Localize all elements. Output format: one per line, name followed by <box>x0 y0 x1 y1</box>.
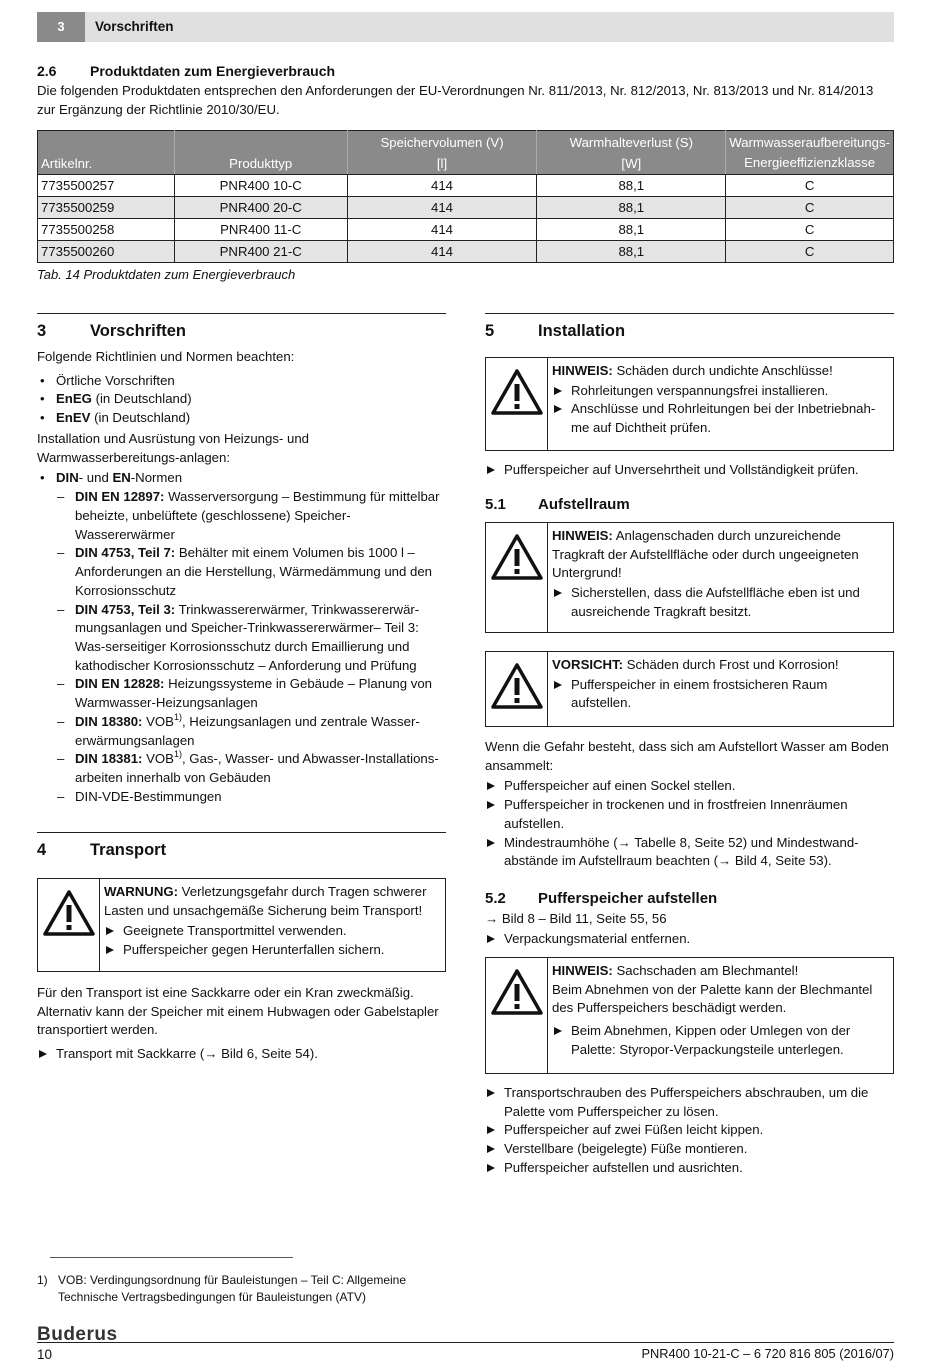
warning-triangle-icon <box>486 652 548 726</box>
warning-triangle-icon <box>486 358 548 450</box>
notice-text: HINWEIS: Sachschaden am Blechmantel! <box>552 963 799 978</box>
list-item: Geeignete Transportmittel verwenden. <box>104 922 439 941</box>
table-row: 7735500259 PNR400 20-C 414 88,1 C <box>38 197 894 219</box>
table-caption: Tab. 14 Produktdaten zum Energieverbrauch <box>37 267 296 282</box>
table-header-cell: Warmhalteverlust (S) <box>537 131 726 153</box>
list-item: Pufferspeicher in einem frostsicheren Raum aufstellen. <box>552 676 887 713</box>
caution-box <box>485 651 894 727</box>
notice-box <box>485 522 894 633</box>
norm-list <box>37 488 446 806</box>
list-item: – DIN 4753, Teil 3: Trinkwassererwärmer, Trinkwassererwär-mungsanlagen und Speicher-Trinkwassererwärmer– Teil 3: Was-serseitiger Korrosionsschutz durch Emaillierung und kathodischer Korrosionsschutz – Anforderung und Prüfung <box>37 601 446 676</box>
list-item: Pufferspeicher auf einen Sockel stellen. <box>485 777 894 796</box>
chapter-number: 3 <box>37 12 85 42</box>
list-item: Transportschrauben des Pufferspeichers abschrauben, um die Palette vom Pufferspeicher zu lösen. <box>485 1084 894 1121</box>
section-2-6 <box>37 62 894 119</box>
transport-text <box>37 984 446 1064</box>
list-item: • EnEG (in Deutschland) <box>37 390 446 409</box>
list-item: Mindestraumhöhe (→ Tabelle 8, Seite 52) und Mindestwand-abstände im Aufstellraum beachten (→ Bild 4, Seite 53). <box>485 834 894 871</box>
warning-triangle-icon <box>38 879 100 971</box>
section-text: Die folgenden Produktdaten entsprechen den Anforderungen der EU-Verordnungen Nr. 811/2013, Nr. 812/2013, Nr. 813/2013 und Nr. 814/2013 zur Ergänzung der Richtlinie 2010/30/EU. <box>37 82 874 117</box>
list-item: Transport mit Sackkarre (→ Bild 6, Seite 54). <box>37 1045 446 1064</box>
table-header-cell: Energieeffizienzklasse <box>726 153 894 175</box>
table-row: 7735500260 PNR400 21-C 414 88,1 C <box>38 241 894 263</box>
list-item: Rohrleitungen verspannungsfrei installieren. <box>552 382 887 401</box>
section-5 <box>485 313 894 348</box>
table-header-cell: [l] <box>347 153 537 175</box>
section-heading: 3 Vorschriften <box>37 322 186 340</box>
list-item: – DIN 18380: VOB$^{1)}$, Heizungsanlagen und zentrale Wasser-erwärmungsanlagen <box>37 713 446 750</box>
table-header-cell: Produkttyp <box>174 153 347 175</box>
warning-triangle-icon <box>486 958 548 1073</box>
bullet-list <box>37 469 446 488</box>
brand-logo: Buderus <box>37 1324 118 1345</box>
list-item: – DIN EN 12897: Wasserversorgung – Bestimmung für mittelbar beheizte, unbelüftete (geschlossene) Speicher-Wassererwärmer <box>37 488 446 544</box>
paragraph: Wenn die Gefahr besteht, dass sich am Aufstellort Wasser am Boden ansammelt: <box>485 739 889 773</box>
list-item: Sicherstellen, dass die Aufstellfläche eben ist und ausreichende Tragkraft besitzt. <box>552 584 887 621</box>
page-header <box>37 12 894 42</box>
section-4 <box>37 832 446 867</box>
notice-box <box>485 357 894 451</box>
warning-text: WARNUNG: Verletzungsgefahr durch Tragen schwerer Lasten und unsachgemäße Sicherung beim Transport! <box>104 884 427 918</box>
table-header-row <box>38 153 894 175</box>
table-row: 7735500258 PNR400 11-C 414 88,1 C <box>38 219 894 241</box>
footnote-divider <box>50 1257 293 1258</box>
paragraph: Installation und Ausrüstung von Heizungs- und Warmwasserbereitungs-anlagen: <box>37 430 309 465</box>
notice-box <box>485 957 894 1074</box>
section-heading: 4 Transport <box>37 841 167 859</box>
list-item: Pufferspeicher gegen Herunterfallen sichern. <box>104 941 439 960</box>
page-number: 10 <box>37 1347 53 1362</box>
list-item: • DIN- und EN-Normen <box>37 469 446 488</box>
document-id: PNR400 10-21-C – 6 720 816 805 (2016/07) <box>641 1346 894 1361</box>
section-heading: 5.2 Pufferspeicher aufstellen <box>485 890 718 907</box>
chapter-title: Vorschriften <box>95 19 174 34</box>
left-column <box>37 313 446 807</box>
list-item: Pufferspeicher auf zwei Füßen leicht kippen. <box>485 1121 894 1140</box>
table-header-cell: [W] <box>537 153 726 175</box>
list-item: Pufferspeicher aufstellen und ausrichten. <box>485 1159 894 1178</box>
list-item: Verpackungsmaterial entfernen. <box>485 930 894 949</box>
list-item: • Örtliche Vorschriften <box>37 372 446 391</box>
section-heading: 5.1 Aufstellraum <box>485 496 630 513</box>
notice-text: HINWEIS: Schäden durch undichte Anschlüsse! <box>552 363 833 378</box>
list-item: – DIN EN 12828: Heizungssysteme in Gebäude – Planung von Warmwasser-Heizungsanlagen <box>37 675 446 712</box>
list-item: Pufferspeicher in trockenen und in frostfreien Innenräumen aufstellen. <box>485 796 894 833</box>
list-item: – DIN-VDE-Bestimmungen <box>37 788 446 807</box>
warning-box <box>37 878 446 972</box>
list-item: – DIN 4753, Teil 7: Behälter mit einem Volumen bis 1000 l – Anforderungen an die Herstellung, Wärmedämmung und den Korrosionsschutz <box>37 544 446 600</box>
notice-text: HINWEIS: Anlagenschaden durch unzureichende Tragkraft der Aufstellfläche oder durch ungeeigneten Untergrund! <box>552 528 859 581</box>
paragraph: Folgende Richtlinien und Normen beachten: <box>37 349 295 364</box>
footer-divider <box>37 1342 894 1343</box>
table-row: 7735500257 PNR400 10-C 414 88,1 C <box>38 175 894 197</box>
list-item: Beim Abnehmen, Kippen oder Umlegen von der Palette: Styropor-Verpackungsteile unterlegen. <box>552 1022 887 1059</box>
section-heading: 5 Installation <box>485 322 626 340</box>
footnote: 1) VOB: Verdingungsordnung für Bauleistungen – Teil C: Allgemeine Technische Vertragsbedingungen für Bauleistungen (ATV) <box>37 1273 407 1305</box>
table-header-cell: Warmwasseraufbereitungs- <box>726 131 894 153</box>
table-header-cell: Speichervolumen (V) <box>347 131 537 153</box>
notice-text: Beim Abnehmen von der Palette kann der Blechmantel des Pufferspeichers beschädigt werden. <box>552 981 873 1016</box>
list-item: • EnEV (in Deutschland) <box>37 409 446 428</box>
cross-reference: → Bild 8 – Bild 11, Seite 55, 56 <box>485 911 667 927</box>
bullet-list <box>37 372 446 428</box>
caution-text: VORSICHT: Schäden durch Frost und Korrosion! <box>552 657 839 672</box>
section-5-2 <box>485 888 894 949</box>
section-5-1 <box>485 494 894 515</box>
list-item: Pufferspeicher auf Unversehrtheit und Vollständigkeit prüfen. <box>485 461 894 480</box>
paragraph: Für den Transport ist eine Sackkarre oder ein Kran zweckmäßig. Alternativ kann der Speicher mit einem Hubwagen oder Gabelstapler transportiert werden. <box>37 985 439 1038</box>
list-item: Verstellbare (beigelegte) Füße montieren. <box>485 1140 894 1159</box>
section-heading: 2.6 Produktdaten zum Energieverbrauch <box>37 63 336 79</box>
list-item: – DIN 18381: VOB$^{1)}$, Gas-, Wasser- und Abwasser-Installations-arbeiten innerhalb von Gebäuden <box>37 750 446 787</box>
energy-data-table <box>37 130 894 263</box>
table-header-cell: Artikelnr. <box>38 153 175 175</box>
warning-triangle-icon <box>486 523 548 632</box>
list-item: Anschlüsse und Rohrleitungen bei der Inbetriebnah-me auf Dichtheit prüfen. <box>552 400 887 437</box>
table-header-row <box>38 131 894 153</box>
